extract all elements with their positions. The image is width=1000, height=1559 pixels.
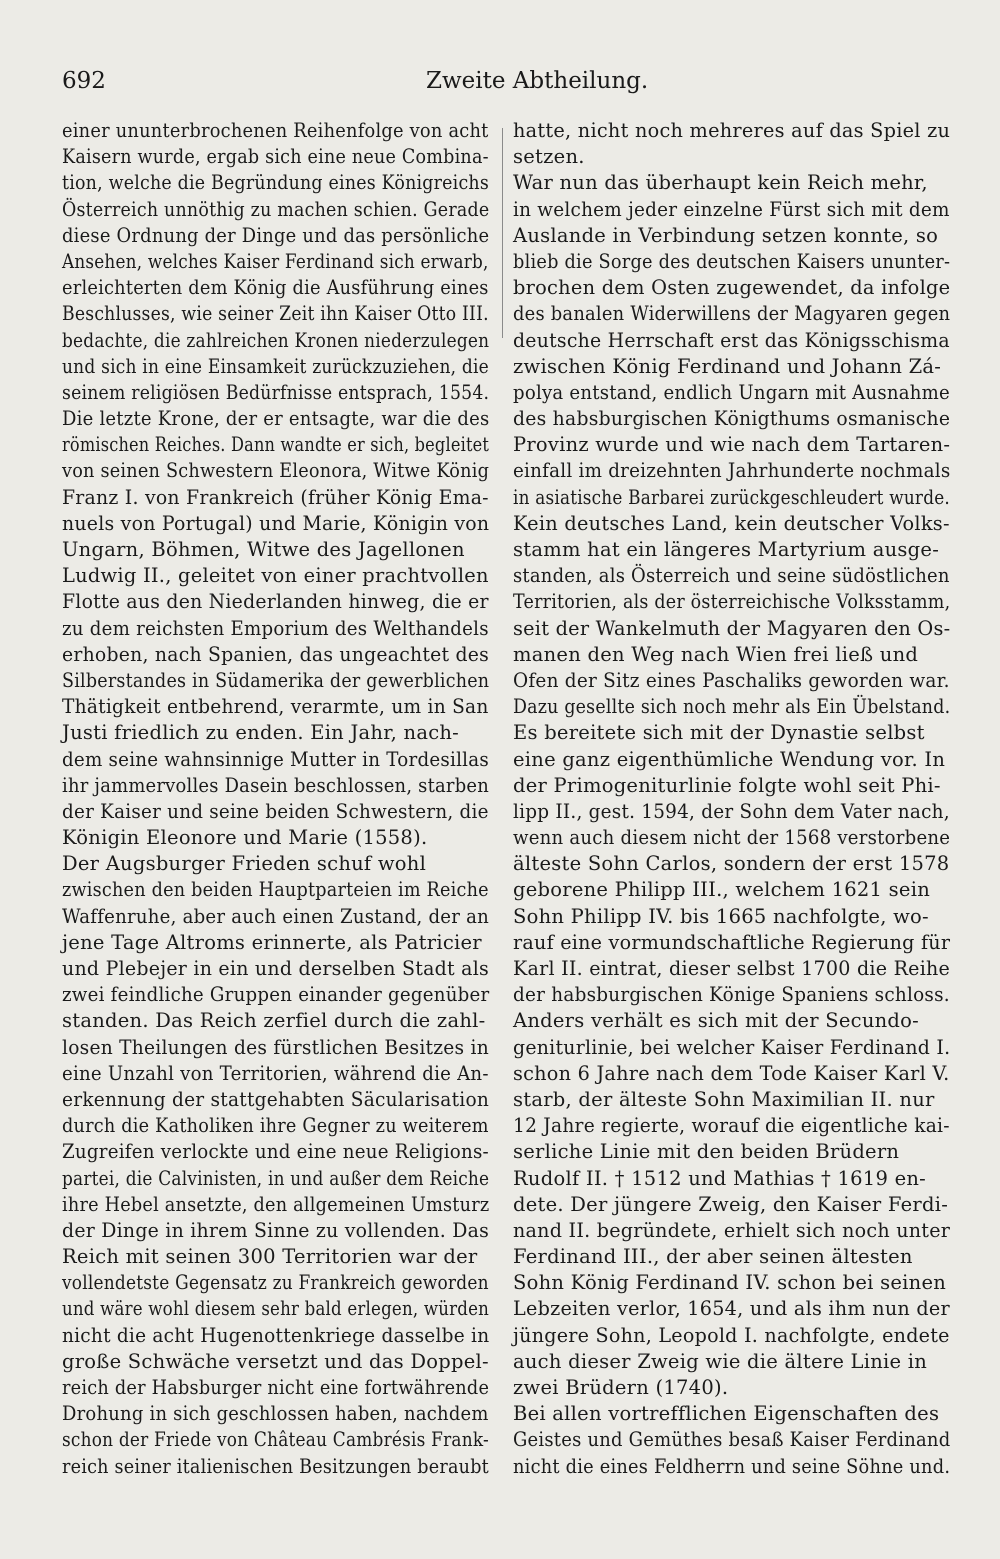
- left-column-line: nuels von Portugal) und Marie, Königin von: [62, 511, 490, 535]
- right-column-line: hatte, nicht noch mehreres auf das Spiel zu: [513, 119, 951, 142]
- right-column-line: schon 6 Jahre nach dem Tode Kaiser Karl V.: [513, 1061, 950, 1085]
- left-column-line: Silberstandes in Südamerika der gewerblichen: [62, 668, 490, 692]
- right-column-line: stamm hat ein längeres Martyrium ausge-: [513, 538, 940, 561]
- left-column-line: bedachte, die zahlreichen Kronen niederzulegen: [62, 328, 490, 352]
- right-column-line: zwischen König Ferdinand und Johann Zá-: [513, 354, 942, 378]
- left-column-line: Die letzte Krone, der er entsagte, war die des: [62, 407, 490, 431]
- left-column-line: Ungarn, Böhmen, Witwe des Jagellonen: [62, 538, 465, 561]
- right-column-line: deutsche Herrschaft erst das Königsschisma: [513, 328, 950, 352]
- left-column-line: der Kaiser und seine beiden Schwestern, die: [62, 799, 489, 823]
- right-column-line: in welchem jeder einzelne Fürst sich mit dem: [513, 197, 950, 221]
- right-column-line: nand II. begründete, erhielt sich noch unter: [513, 1218, 951, 1242]
- right-column-line: geniturlinie, bei welcher Kaiser Ferdinand I.: [513, 1035, 951, 1059]
- left-column-line: und Plebejer in ein und derselben Stadt als: [62, 957, 490, 980]
- right-column-line: brochen dem Osten zugewendet, da infolge: [513, 276, 951, 300]
- right-column-line: Dazu gesellte sich noch mehr als Ein Übelstand.: [513, 695, 951, 719]
- right-column-line: Kein deutsches Land, kein deutscher Volks-: [513, 511, 950, 535]
- left-column-line: nicht die acht Hugenottenkriege dasselbe in: [62, 1323, 490, 1347]
- right-column-line: Karl II. eintrat, dieser selbst 1700 die Reihe: [513, 957, 951, 980]
- left-column-line: Beschlusses, wie seiner Zeit ihn Kaiser Otto III.: [62, 302, 489, 326]
- left-column-line: schon der Friede von Château Cambrésis Frank-: [62, 1428, 489, 1452]
- left-column-line: ihre Hebel ansetzte, den allgemeinen Umsturz: [62, 1192, 490, 1216]
- left-column-line: zwischen den beiden Hauptparteien im Reiche: [62, 878, 489, 902]
- left-column-line: zu dem reichsten Emporium des Welthandels: [62, 616, 489, 640]
- left-column-line: tion, welche die Begründung eines Königreichs: [62, 171, 489, 195]
- right-column-line: seit der Wankelmuth der Magyaren den Os-: [513, 616, 951, 640]
- right-column-line: manen den Weg nach Wien frei ließ und: [513, 642, 919, 666]
- right-text-column: [513, 118, 950, 1480]
- left-column-line: seinem religiösen Bedürfnisse entsprach, 1554.: [62, 380, 490, 404]
- right-column-line: Sohn Philipp IV. bis 1665 nachfolgte, wo-: [513, 904, 929, 928]
- left-column-line: ihr jammervolles Dasein beschlossen, starben: [62, 773, 489, 797]
- right-column-line: nicht die eines Feldherrn und seine Söhne und.: [513, 1454, 951, 1478]
- left-column-line: Justi friedlich zu enden. Ein Jahr, nach-: [62, 721, 460, 745]
- left-column-line: einer ununterbrochenen Reihenfolge von acht: [62, 119, 489, 142]
- right-column-line: lipp II., gest. 1594, der Sohn dem Vater nach,: [513, 799, 950, 823]
- right-column-line: Territorien, als der österreichische Volksstamm,: [513, 590, 951, 614]
- right-column-line: auch dieser Zweig wie die ältere Linie in: [513, 1349, 928, 1373]
- right-column-line: Lebzeiten verlor, 1654, und als ihm nun der: [513, 1297, 950, 1321]
- right-column-line: rauf eine vormundschaftliche Regierung für: [513, 930, 951, 954]
- left-column-line: diese Ordnung der Dinge und das persönliche: [62, 223, 490, 247]
- right-column-line: jüngere Sohn, Leopold I. nachfolgte, endete: [513, 1323, 950, 1347]
- running-head: Zweite Abtheilung.: [426, 68, 649, 94]
- right-column-line: serliche Linie mit den beiden Brüdern: [513, 1140, 900, 1164]
- right-column-line: standen, als Österreich und seine südöstlichen: [513, 564, 950, 588]
- right-column-line: dete. Der jüngere Zweig, den Kaiser Ferdi-: [513, 1192, 949, 1216]
- left-column-line: dem seine wahnsinnige Mutter in Tordesillas: [62, 747, 489, 771]
- right-column-line: War nun das überhaupt kein Reich mehr,: [513, 171, 928, 195]
- left-column-line: Ansehen, welches Kaiser Ferdinand sich erwarb,: [62, 249, 489, 273]
- left-column-line: standen. Das Reich zerfiel durch die zahl-: [62, 1009, 486, 1033]
- right-column-line: der habsburgischen Könige Spaniens schloss.: [513, 983, 950, 1007]
- left-column-line: von seinen Schwestern Eleonora, Witwe König: [62, 459, 490, 483]
- right-column-line: Anders verhält es sich mit der Secundo-: [513, 1009, 919, 1033]
- right-column-line: des banalen Widerwillens der Magyaren gegen: [513, 302, 951, 326]
- page-number: 692: [62, 68, 106, 94]
- left-column-line: Ludwig II., geleitet von einer prachtvollen: [62, 564, 489, 588]
- right-column-line: 12 Jahre regierte, worauf die eigentliche kai-: [513, 1114, 950, 1138]
- right-column-line: Geistes und Gemüthes besaß Kaiser Ferdinand: [513, 1428, 951, 1452]
- left-column-line: Österreich unnöthig zu machen schien. Gerade: [62, 197, 490, 221]
- left-column-line: jene Tage Altroms erinnerte, als Patricier: [62, 930, 482, 954]
- left-column-line: erhoben, nach Spanien, das ungeachtet des: [62, 642, 490, 666]
- right-column-line: Bei allen vortrefflichen Eigenschaften des: [513, 1402, 940, 1426]
- right-column-line: des habsburgischen Königthums osmanische: [513, 407, 951, 431]
- right-column-line: geborene Philipp III., welchem 1621 sein: [513, 878, 931, 902]
- left-column-line: Franz I. von Frankreich (früher König Ema-: [62, 485, 489, 509]
- left-column-line: eine Unzahl von Territorien, während die An-: [62, 1061, 489, 1085]
- left-column-line: und sich in eine Einsamkeit zurückzuziehen, die: [62, 354, 489, 378]
- column-divider: [502, 128, 503, 338]
- right-column-line: Ferdinand III., der aber seinen ältesten: [513, 1245, 913, 1269]
- right-column-line: Sohn König Ferdinand IV. schon bei seinen: [513, 1271, 947, 1295]
- left-column-line: partei, die Calvinisten, in und außer dem Reiche: [62, 1166, 490, 1190]
- left-column-line: durch die Katholiken ihre Gegner zu weiterem: [62, 1114, 489, 1138]
- left-column-line: reich der Habsburger nicht eine fortwährende: [62, 1376, 490, 1399]
- left-column-line: erleichterten dem König die Ausführung eines: [62, 276, 489, 300]
- right-column-line: polya entstand, endlich Ungarn mit Ausnahme: [513, 380, 950, 404]
- left-column-line: vollendetste Gegensatz zu Frankreich geworden: [62, 1271, 489, 1295]
- right-column-line: zwei Brüdern (1740).: [513, 1376, 729, 1399]
- left-column-line: losen Theilungen des fürstlichen Besitzes in: [62, 1035, 489, 1059]
- right-column-line: Es bereitete sich mit der Dynastie selbst: [513, 721, 925, 745]
- right-column-line: Ofen der Sitz eines Paschaliks geworden war.: [513, 668, 950, 692]
- left-column-line: Reich mit seinen 300 Territorien war der: [62, 1245, 478, 1269]
- right-column-line: blieb die Sorge des deutschen Kaisers ununter-: [513, 249, 951, 273]
- left-column-line: Zugreifen verlockte und eine neue Religions-: [62, 1140, 489, 1164]
- right-column-line: wenn auch diesem nicht der 1568 verstorbene: [513, 826, 951, 850]
- left-column-line: Drohung in sich geschlossen haben, nachdem: [62, 1402, 489, 1426]
- left-column-line: der Dinge in ihrem Sinne zu vollenden. Das: [62, 1218, 490, 1242]
- left-column-line: Der Augsburger Frieden schuf wohl: [62, 852, 427, 876]
- right-column-line: setzen.: [513, 145, 585, 169]
- left-column-line: reich seiner italienischen Besitzungen beraubt: [62, 1454, 489, 1478]
- right-column-line: eine ganz eigenthümliche Wendung vor. In: [513, 747, 946, 771]
- right-column-line: starb, der älteste Sohn Maximilian II. nur: [513, 1087, 935, 1111]
- left-column-line: große Schwäche versetzt und das Doppel-: [62, 1349, 489, 1373]
- left-column-line: erkennung der stattgehabten Säcularisation: [62, 1087, 490, 1111]
- left-column-line: Waffenruhe, aber auch einen Zustand, der an: [62, 904, 490, 928]
- right-column-line: der Primogeniturlinie folgte wohl seit Phi-: [513, 773, 941, 797]
- right-column-line: älteste Sohn Carlos, sondern der erst 1578: [513, 852, 950, 876]
- left-column-line: zwei feindliche Gruppen einander gegenüber: [62, 983, 490, 1007]
- right-column-line: in asiatische Barbarei zurückgeschleudert wurde.: [513, 485, 950, 509]
- page-header: [62, 68, 948, 102]
- left-text-column: [62, 118, 489, 1480]
- right-column-line: Provinz wurde und wie nach dem Tartaren-: [513, 433, 951, 457]
- left-column-line: Kaisern wurde, ergab sich eine neue Combina-: [62, 145, 489, 169]
- right-column-line: einfall im dreizehnten Jahrhunderte nochmals: [513, 459, 951, 483]
- left-column-line: römischen Reiches. Dann wandte er sich, begleitet: [62, 433, 490, 457]
- right-column-line: Rudolf II. † 1512 und Mathias † 1619 en-: [513, 1166, 927, 1190]
- left-column-line: Thätigkeit entbehrend, verarmte, um in San: [62, 695, 489, 719]
- right-column-line: Auslande in Verbindung setzen konnte, so: [513, 223, 939, 247]
- left-column-line: Flotte aus den Niederlanden hinweg, die er: [62, 590, 489, 614]
- left-column-line: Königin Eleonore und Marie (1558).: [62, 826, 428, 850]
- left-column-line: und wäre wohl diesem sehr bald erlegen, würden: [62, 1297, 490, 1321]
